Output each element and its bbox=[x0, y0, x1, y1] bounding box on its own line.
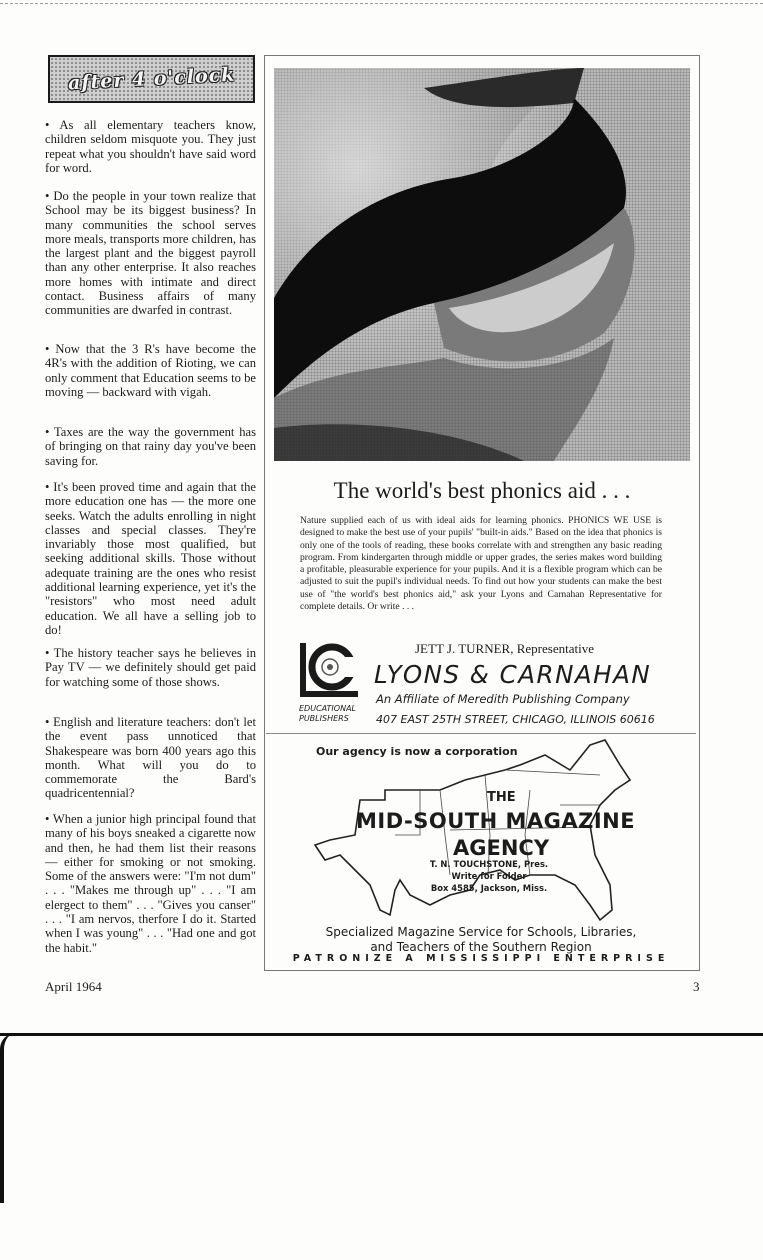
page-number: 3 bbox=[693, 979, 700, 994]
representative-name: JETT J. TURNER, Representative bbox=[415, 641, 594, 656]
bottom-rule bbox=[0, 1033, 763, 1036]
publisher-logo-text: EDUCATIONAL PUBLISHERS bbox=[299, 704, 357, 723]
column-paragraph: • English and literature teachers: don't let the event pass unnoticed that Shakespeare was born 400 years ago this month. What will you do to commemorate the Bard's quadricentennial? bbox=[45, 715, 256, 801]
company-affiliate: An Affiliate of Meredith Publishing Company bbox=[376, 692, 630, 706]
lc-logo bbox=[298, 641, 360, 704]
lips-photo bbox=[274, 68, 690, 461]
column-paragraph: • Taxes are the way the government has of bringing on that rainy day you've been saving for. bbox=[45, 425, 256, 468]
column-paragraph: • When a junior high principal found that many of his boys sneaked a cigarette now and then, he had them list their reasons — either for smoking or not smoking. Some of the answers were: "I'm not dum" . . . "Makes me through up" . . . "I am elergect to them" . . . "Gives you canser" . . . "I am nervos, therfore I do it. Started when I was young" . . . "Had one and got the habit." bbox=[45, 812, 256, 955]
agency-patronize: PATRONIZE A MISSISSIPPI ENTERPRISE bbox=[292, 953, 670, 964]
top-rule bbox=[0, 3, 763, 4]
column-paragraph: • Do the people in your town realize that School may be its biggest business? In many communities the school serves more meals, transports more children, has the largest plant and the biggest payroll than any other enterprise. It also reaches more homes with intimate and direct contact. Business affairs of many communities are dwarfed in contrast. bbox=[45, 189, 256, 318]
company-address: 407 EAST 25TH STREET, CHICAGO, ILLINOIS 60616 bbox=[376, 713, 655, 726]
column-paragraph: • It's been proved time and again that the more education one has — the more one seeks. Watch the adults enrolling in night classes and special classes. They're invariably those most qualified, but seeking additional skills. Those without adequate training are the ones who resist additional learning experience, yet it's the "resistors" who most need adult education. We all have a selling job to do! bbox=[45, 480, 256, 637]
agency-name-the: THE bbox=[487, 790, 516, 805]
bottom-corner bbox=[0, 1033, 20, 1203]
issue-date: April 1964 bbox=[45, 979, 102, 994]
lips-illustration bbox=[274, 68, 690, 461]
agency-name: MID-SOUTH MAGAZINE bbox=[356, 809, 636, 833]
company-name: LYONS & CARNAHAN bbox=[374, 660, 652, 689]
ad-body-text: Nature supplied each of us with ideal aids for learning phonics. PHONICS WE USE is designed to make the best use of your pupils' "built-in aids." Based on the idea that phonics is only one of the tools of reading, these books correlate with and strengthen any basic reading program. From kindergarten through middle or upper grades, the series makes word building a profitable, pleasurable experience for your pupils. And it is a flexible program which can be adjusted to suit the pupil's individual needs. To find out how your students can make the best use of "the world's best phonics aid," ask your Lyons and Carnahan Representative for complete details. Or write . . . bbox=[300, 515, 662, 613]
column-paragraph: • The history teacher says he believes in Pay TV — we definitely should get paid for watching some of those shows. bbox=[45, 646, 256, 689]
agency-note: Our agency is now a corporation bbox=[316, 745, 518, 758]
agency-contact: T. N. TOUCHSTONE, Pres. Write for Folder Box 4585, Jackson, Miss. bbox=[429, 859, 549, 893]
column-paragraph: • As all elementary teachers know, children seldom misquote you. They just repeat what you shouldn't have said word for word. bbox=[45, 118, 256, 175]
column-heading: after 4 o'clock bbox=[67, 63, 236, 95]
column-heading-box bbox=[48, 55, 255, 103]
column-paragraph: • Now that the 3 R's have become the 4R's with the addition of Rioting, we can only comment that Education seems to be moving — backward with vigah. bbox=[45, 342, 256, 399]
ad-headline: The world's best phonics aid . . . bbox=[333, 478, 631, 503]
agency-name-agency: AGENCY bbox=[453, 836, 550, 860]
lc-logo-icon bbox=[298, 641, 360, 699]
ad-divider bbox=[266, 733, 696, 734]
agency-tagline: Specialized Magazine Service for Schools, Libraries, and Teachers of the Southern Region bbox=[325, 925, 637, 954]
